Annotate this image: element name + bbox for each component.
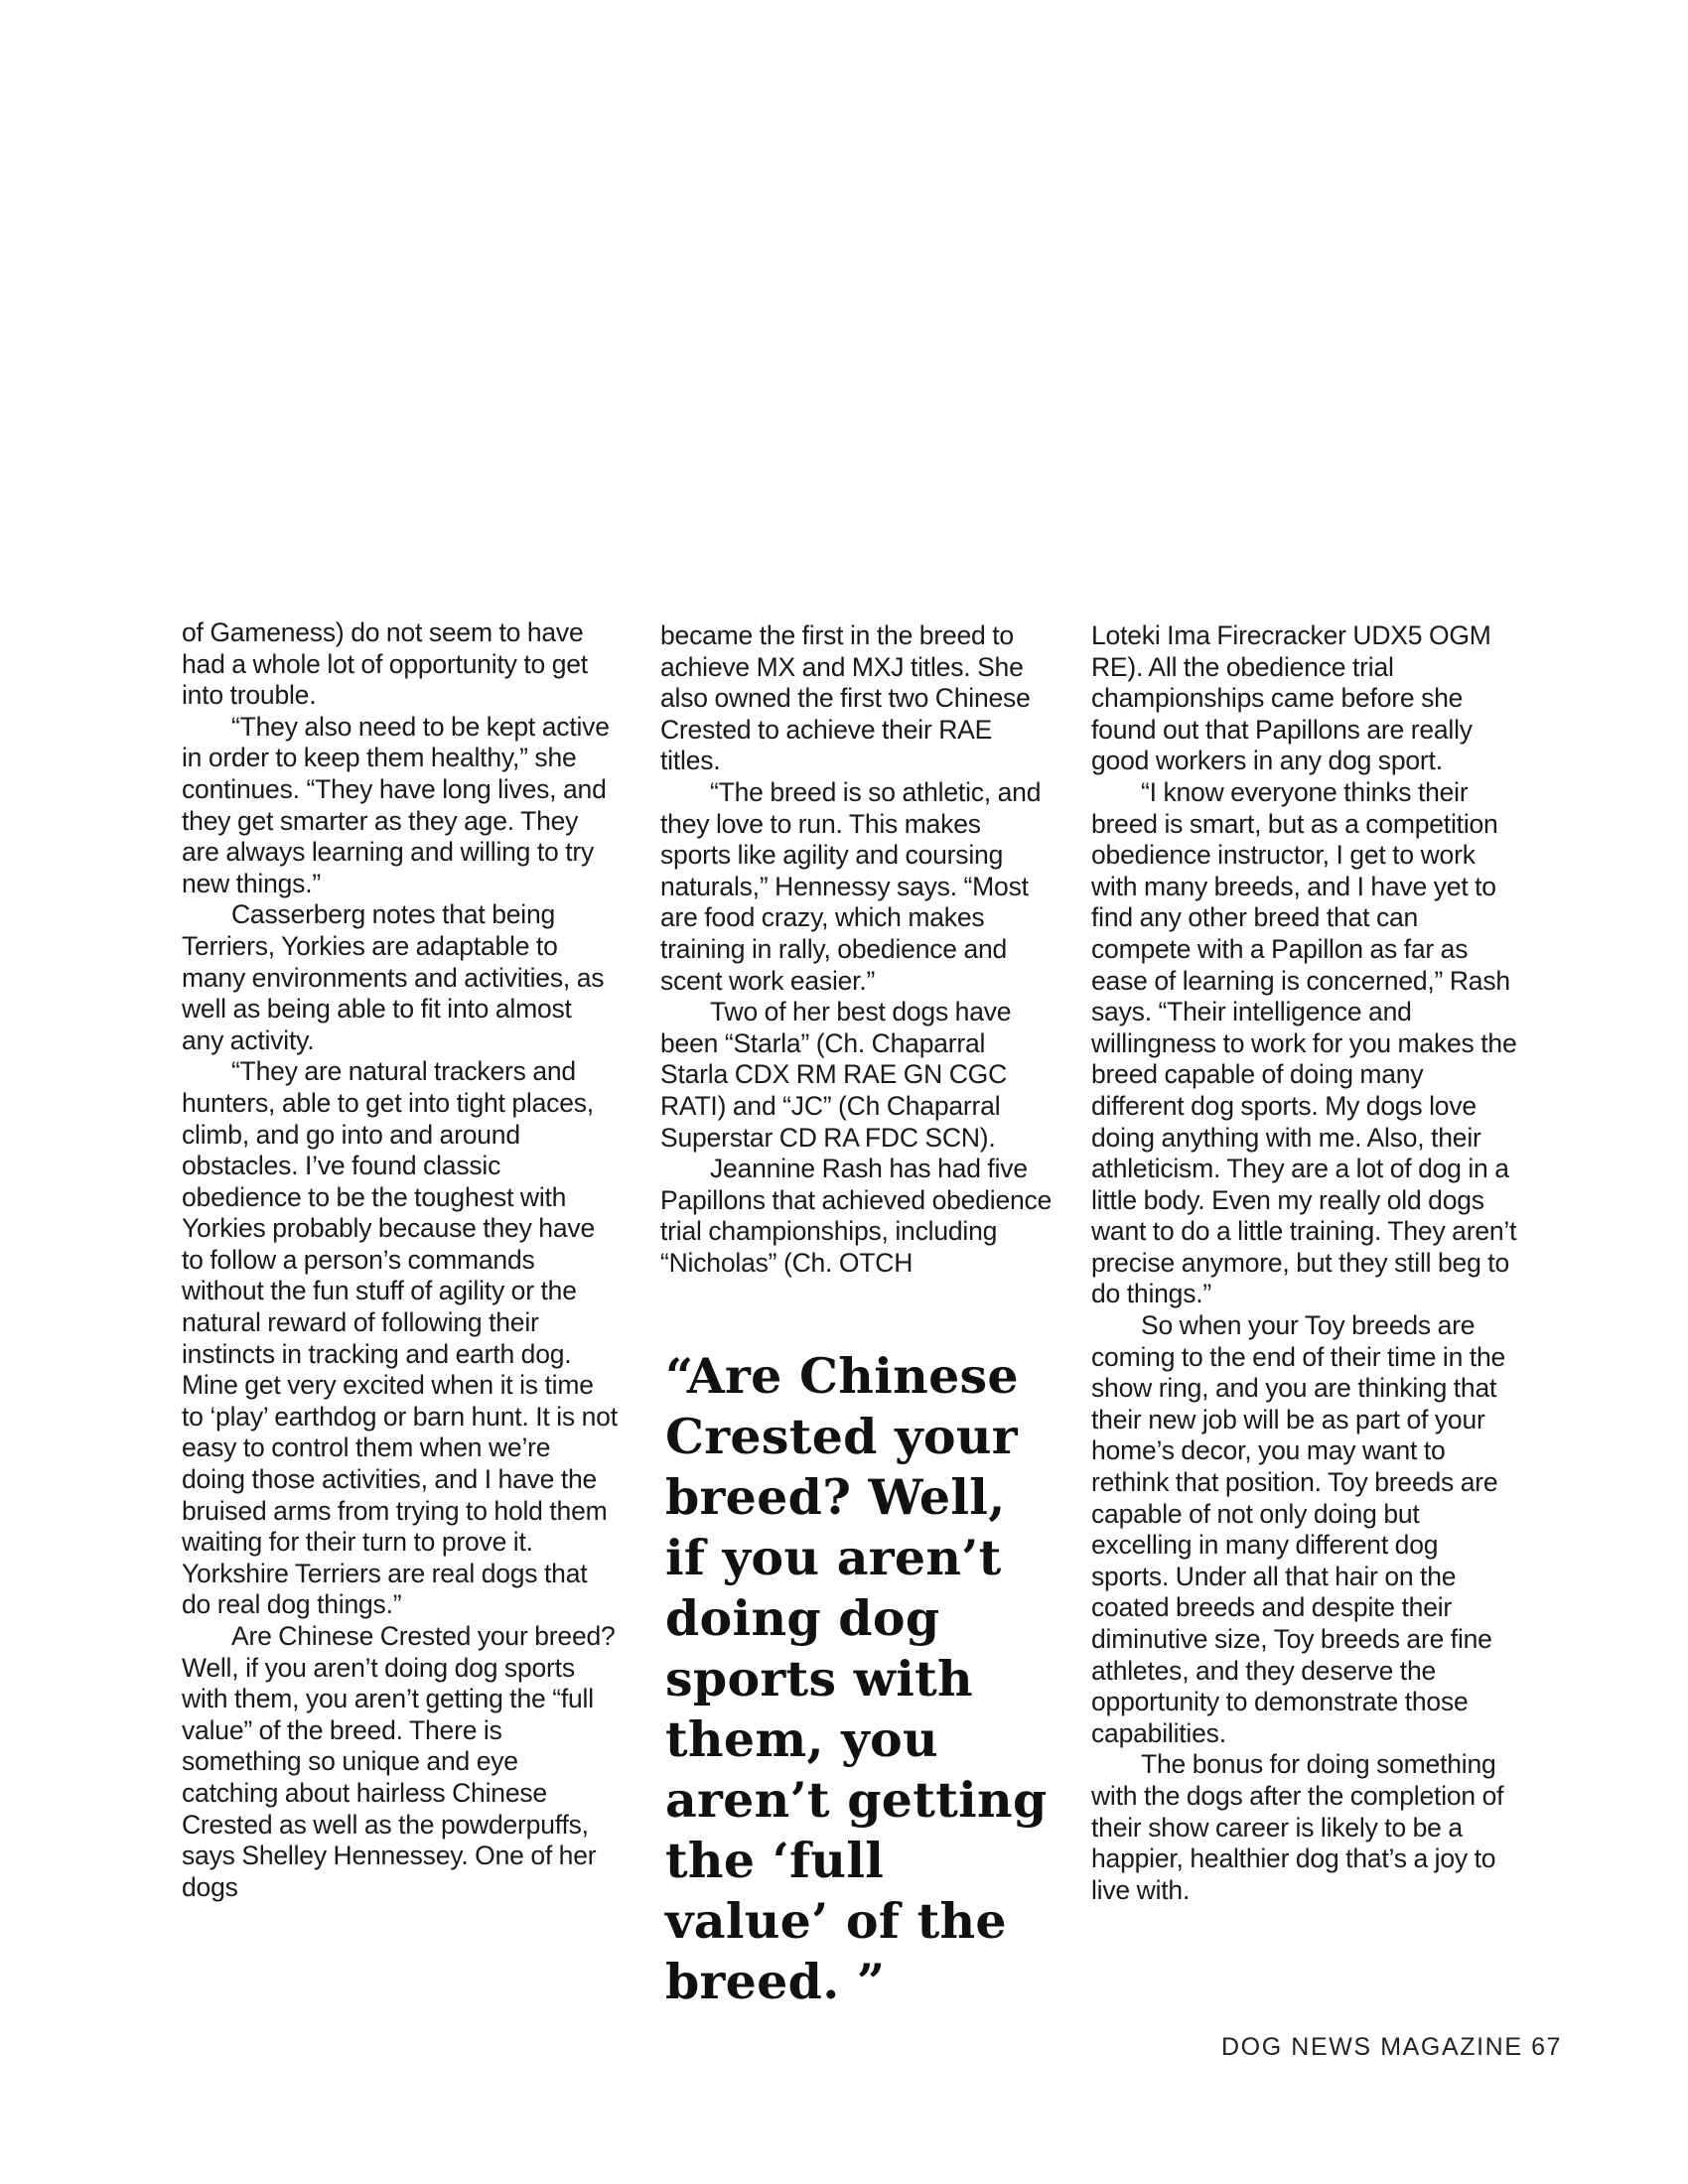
column-2-paragraph: “The breed is so athletic, and they love to run. This makes sports like agility and coursing naturals,” Hennessy says. “Most are food crazy, which makes training in rally, obedience and scent work easier.”: [660, 776, 1042, 996]
column-3-paragraph: So when your Toy breeds are coming to the end of their time in the show ring, and you are thinking that their new job will be as part of your home’s decor, you may want to rethink that position. Toy breeds are capable of not only doing but excelling in many different dog sports. Under all that hair on the coated breeds and despite their diminutive size, Toy breeds are fine athletes, and they deserve the opportunity to demonstrate those capabilities.: [1091, 1310, 1506, 1748]
article-column-2: [660, 620, 1057, 1279]
column-1-paragraph: “They also need to be kept active in order to keep them healthy,” she continues. “They have long lives, and they get smarter as they age. They are always learning and willing to try new things.”: [182, 711, 610, 898]
column-1-paragraph: “They are natural trackers and hunters, able to get into tight places, climb, and go into and around obstacles. I’ve found classic obedience to be the toughest with Yorkies probably because they have to follow a person’s commands without the fun stuff of agility or the natural reward of following their instincts in tracking and earth dog. Mine get very excited when it is time to ‘play’ earthdog or barn hunt. It is not easy to control them when we’re doing those activities, and I have the bruised arms from trying to hold them waiting for their turn to prove it. Yorkshire Terriers are real dogs that do real dog things.”: [182, 1056, 618, 1620]
column-3-paragraph: The bonus for doing something with the dogs after the completion of their show career is likely to be a happier, healthier dog that’s a joy to live with.: [1091, 1749, 1504, 1905]
article-column-1: [182, 617, 619, 1903]
column-1-paragraph: of Gameness) do not seem to have had a whole lot of opportunity to get into trouble.: [182, 617, 588, 711]
column-1-paragraph: Casserberg notes that being Terriers, Yorkies are adaptable to many environments and activities, as well as being able to fit into almost any activity.: [182, 899, 605, 1055]
column-2-paragraph: Two of her best dogs have been “Starla” (Ch. Chaparral Starla CDX RM RAE GN CGC RATI) and “JC” (Ch Chaparral Superstar CD RA FDC SCN).: [660, 997, 1012, 1153]
column-3-paragraph: Loteki Ima Firecracker UDX5 OGM RE). All the obedience trial championships came before she found out that Papillons are really good workers in any dog sport.: [1091, 620, 1491, 776]
article-column-3: [1091, 620, 1518, 1906]
pull-quote: “Are Chinese Crested your breed? Well, if you aren’t doing dog sports with them, you aren’t getting the ‘full value’ of the breed. ”: [665, 1347, 1048, 2010]
column-3-paragraph: “I know everyone thinks their breed is smart, but as a competition obedience instructor, I get to work with many breeds, and I have yet to find any other breed that can compete with a Papillon as far as ease of learning is concerned,” Rash says. “Their intelligence and willingness to work for you makes the breed capable of doing many different dog sports. My dogs love doing anything with me. Also, their athleticism. They are a lot of dog in a little body. Even my really old dogs want to do a little training. They aren’t precise anymore, but they still beg to do things.”: [1091, 776, 1517, 1309]
column-1-paragraph: Are Chinese Crested your breed? Well, if you aren’t doing dog sports with them, you aren’t getting the “full value” of the breed. There is something so unique and eye catching about hairless Chinese Crested as well as the powderpuffs, says Shelley Hennessey. One of her dogs: [182, 1621, 616, 1902]
column-2-paragraph: became the first in the breed to achieve MX and MXJ titles. She also owned the first two Chinese Crested to achieve their RAE titles.: [660, 620, 1031, 776]
column-2-paragraph: Jeannine Rash has had five Papillons that achieved obedience trial championships, including “Nicholas” (Ch. OTCH: [660, 1154, 1053, 1278]
page-folio: DOG NEWS MAGAZINE 67: [1221, 2033, 1563, 2061]
